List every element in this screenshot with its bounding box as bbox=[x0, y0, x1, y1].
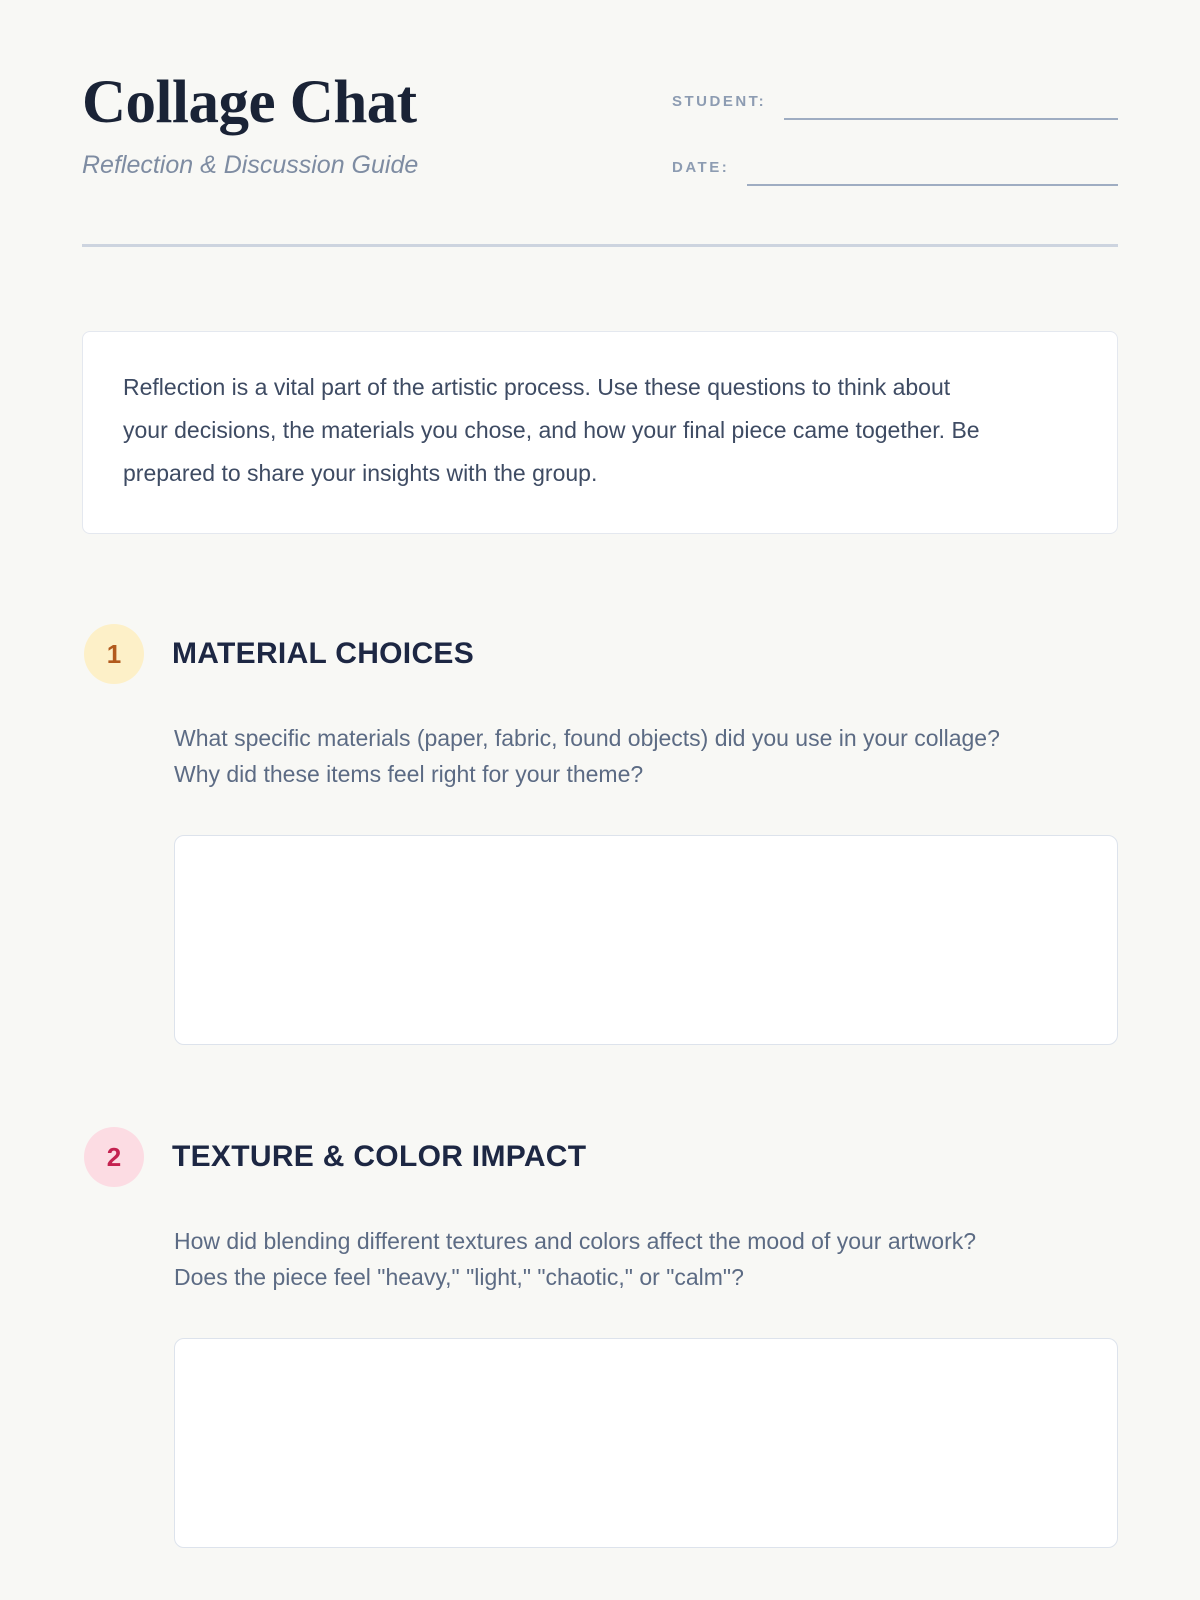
section-1-answer-box[interactable] bbox=[174, 835, 1118, 1045]
intro-text bbox=[123, 366, 1077, 495]
section-2-title: TEXTURE & COLOR IMPACT bbox=[172, 1140, 587, 1173]
student-label: STUDENT: bbox=[672, 93, 767, 110]
section-1-number-badge: 1 bbox=[84, 624, 144, 684]
question-line: Does the piece feel "heavy," "light," "chaotic," or "calm"? bbox=[174, 1264, 744, 1290]
intro-box bbox=[82, 331, 1118, 534]
date-fill-line[interactable] bbox=[747, 152, 1118, 186]
section-1-header bbox=[82, 624, 1118, 684]
section-2-number-badge: 2 bbox=[84, 1127, 144, 1187]
intro-line: Reflection is a vital part of the artistic process. Use these questions to think about bbox=[123, 374, 951, 400]
date-label: DATE: bbox=[672, 159, 730, 176]
question-line: How did blending different textures and colors affect the mood of your artwork? bbox=[174, 1228, 977, 1254]
header-divider bbox=[82, 244, 1118, 247]
section-2-header bbox=[82, 1127, 1118, 1187]
intro-line: your decisions, the materials you chose, and how your final piece came together. Be bbox=[123, 417, 980, 443]
section-2-question bbox=[174, 1223, 1114, 1295]
page-title: Collage Chat bbox=[82, 69, 417, 136]
section-1-question bbox=[174, 720, 1114, 792]
student-fill-line[interactable] bbox=[784, 86, 1118, 120]
section-2-answer-box[interactable] bbox=[174, 1338, 1118, 1548]
page-subtitle: Reflection & Discussion Guide bbox=[82, 151, 419, 179]
section-material-choices bbox=[82, 624, 1118, 1045]
student-field-row bbox=[672, 86, 1118, 120]
header bbox=[82, 0, 1118, 186]
section-texture-color-impact bbox=[82, 1127, 1118, 1548]
title-block bbox=[82, 69, 419, 180]
date-field-row bbox=[672, 152, 1118, 186]
section-1-title: MATERIAL CHOICES bbox=[172, 637, 475, 670]
header-fields bbox=[672, 86, 1118, 186]
question-line: Why did these items feel right for your theme? bbox=[174, 761, 644, 787]
question-line: What specific materials (paper, fabric, found objects) did you use in your collage? bbox=[174, 725, 1000, 751]
intro-line: prepared to share your insights with the group. bbox=[123, 460, 598, 486]
